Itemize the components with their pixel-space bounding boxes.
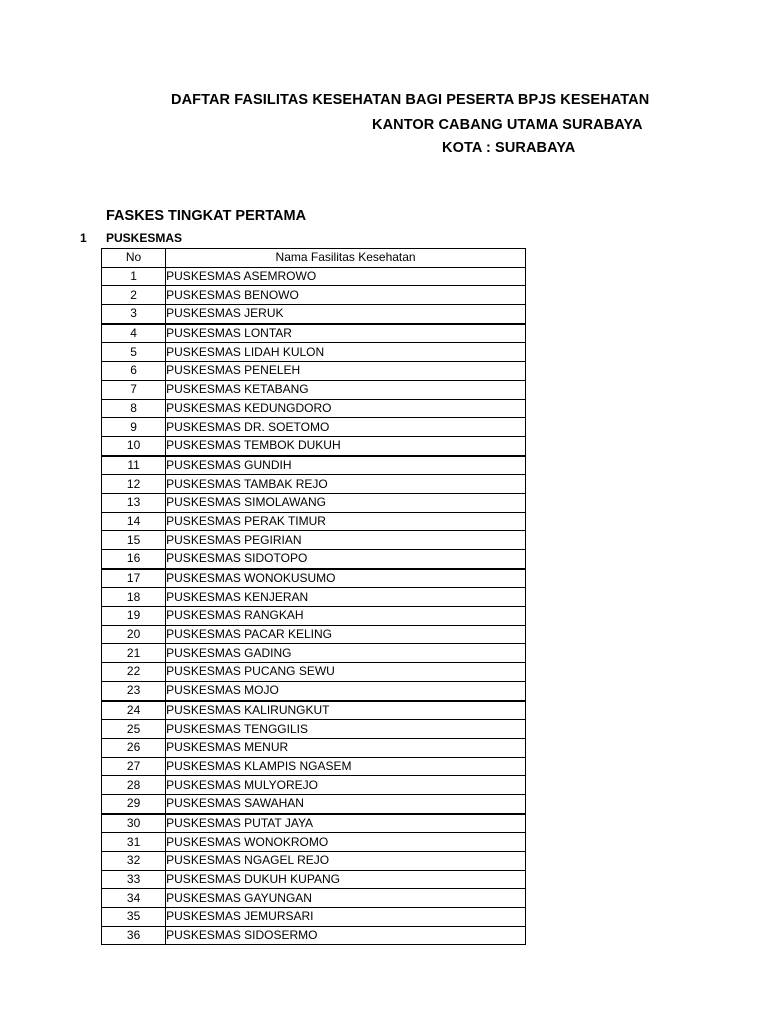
table-row xyxy=(102,720,526,739)
table-row xyxy=(102,324,526,343)
table-row xyxy=(102,305,526,324)
table-row xyxy=(102,814,526,833)
section-heading: FASKES TINGKAT PERTAMA xyxy=(106,208,307,224)
subsection-label: PUSKESMAS xyxy=(106,231,183,245)
row-number: 14 xyxy=(102,512,166,531)
table-row xyxy=(102,908,526,927)
facility-name: PUSKESMAS DUKUH KUPANG xyxy=(166,870,526,889)
table-row xyxy=(102,588,526,607)
row-number: 12 xyxy=(102,475,166,494)
table-row xyxy=(102,380,526,399)
table-row xyxy=(102,550,526,569)
facility-name: PUSKESMAS PEGIRIAN xyxy=(166,531,526,550)
row-number: 35 xyxy=(102,908,166,927)
row-number: 5 xyxy=(102,343,166,362)
row-number: 32 xyxy=(102,852,166,871)
table-row xyxy=(102,852,526,871)
row-number: 34 xyxy=(102,889,166,908)
row-number: 9 xyxy=(102,418,166,437)
facility-name: PUSKESMAS PENELEH xyxy=(166,362,526,381)
row-number: 15 xyxy=(102,531,166,550)
facility-name: PUSKESMAS ASEMROWO xyxy=(166,267,526,286)
facility-name: PUSKESMAS KETABANG xyxy=(166,380,526,399)
facility-name: PUSKESMAS GUNDIH xyxy=(166,456,526,475)
facility-name: PUSKESMAS NGAGEL REJO xyxy=(166,852,526,871)
row-number: 22 xyxy=(102,663,166,682)
facility-name: PUSKESMAS TAMBAK REJO xyxy=(166,475,526,494)
row-number: 7 xyxy=(102,380,166,399)
facility-name: PUSKESMAS TENGGILIS xyxy=(166,720,526,739)
row-number: 4 xyxy=(102,324,166,343)
facility-name: PUSKESMAS LIDAH KULON xyxy=(166,343,526,362)
row-number: 33 xyxy=(102,870,166,889)
facility-name: PUSKESMAS JERUK xyxy=(166,305,526,324)
table-row xyxy=(102,343,526,362)
row-number: 26 xyxy=(102,738,166,757)
row-number: 31 xyxy=(102,833,166,852)
table-row xyxy=(102,493,526,512)
row-number: 1 xyxy=(102,267,166,286)
table-row xyxy=(102,436,526,455)
table-row xyxy=(102,267,526,286)
row-number: 23 xyxy=(102,681,166,700)
column-header-name: Nama Fasilitas Kesehatan xyxy=(166,249,526,268)
facility-name: PUSKESMAS KENJERAN xyxy=(166,588,526,607)
row-number: 8 xyxy=(102,399,166,418)
facility-name: PUSKESMAS RANGKAH xyxy=(166,607,526,626)
facility-name: PUSKESMAS JEMURSARI xyxy=(166,908,526,927)
facility-name: PUSKESMAS MOJO xyxy=(166,681,526,700)
table-row xyxy=(102,681,526,700)
row-number: 19 xyxy=(102,607,166,626)
row-number: 30 xyxy=(102,814,166,833)
row-number: 10 xyxy=(102,436,166,455)
facility-name: PUSKESMAS KEDUNGDORO xyxy=(166,399,526,418)
table-row xyxy=(102,870,526,889)
table-row xyxy=(102,399,526,418)
row-number: 3 xyxy=(102,305,166,324)
table-row xyxy=(102,776,526,795)
facility-name: PUSKESMAS PUTAT JAYA xyxy=(166,814,526,833)
row-number: 25 xyxy=(102,720,166,739)
row-number: 21 xyxy=(102,644,166,663)
row-number: 6 xyxy=(102,362,166,381)
facility-name: PUSKESMAS SAWAHAN xyxy=(166,794,526,813)
row-number: 20 xyxy=(102,625,166,644)
row-number: 24 xyxy=(102,701,166,720)
table-row xyxy=(102,475,526,494)
facility-name: PUSKESMAS WONOKUSUMO xyxy=(166,569,526,588)
table-row xyxy=(102,889,526,908)
facility-name: PUSKESMAS GAYUNGAN xyxy=(166,889,526,908)
row-number: 13 xyxy=(102,493,166,512)
row-number: 28 xyxy=(102,776,166,795)
facility-name: PUSKESMAS SIDOSERMO xyxy=(166,926,526,945)
row-number: 17 xyxy=(102,569,166,588)
facility-name: PUSKESMAS DR. SOETOMO xyxy=(166,418,526,437)
table-row xyxy=(102,569,526,588)
facility-name: PUSKESMAS MULYOREJO xyxy=(166,776,526,795)
row-number: 16 xyxy=(102,550,166,569)
column-header-no: No xyxy=(102,249,166,268)
table-row xyxy=(102,738,526,757)
subsection-number: 1 xyxy=(80,231,87,245)
table-row xyxy=(102,757,526,776)
facility-name: PUSKESMAS KLAMPIS NGASEM xyxy=(166,757,526,776)
facility-name: PUSKESMAS GADING xyxy=(166,644,526,663)
table-row xyxy=(102,286,526,305)
table-row xyxy=(102,644,526,663)
table-row xyxy=(102,456,526,475)
table-row xyxy=(102,701,526,720)
facility-name: PUSKESMAS TEMBOK DUKUH xyxy=(166,436,526,455)
table-row xyxy=(102,531,526,550)
document-title: DAFTAR FASILITAS KESEHATAN BAGI PESERTA BPJS KESEHATAN xyxy=(171,92,650,108)
facility-name: PUSKESMAS LONTAR xyxy=(166,324,526,343)
table-header-row xyxy=(102,249,526,268)
facility-name: PUSKESMAS WONOKROMO xyxy=(166,833,526,852)
facility-name: PUSKESMAS SIDOTOPO xyxy=(166,550,526,569)
row-number: 18 xyxy=(102,588,166,607)
table-row xyxy=(102,926,526,945)
table-row xyxy=(102,663,526,682)
table-row xyxy=(102,833,526,852)
document-subtitle-office: KANTOR CABANG UTAMA SURABAYA xyxy=(372,117,643,133)
row-number: 27 xyxy=(102,757,166,776)
facility-name: PUSKESMAS SIMOLAWANG xyxy=(166,493,526,512)
row-number: 11 xyxy=(102,456,166,475)
row-number: 29 xyxy=(102,794,166,813)
facility-name: PUSKESMAS KALIRUNGKUT xyxy=(166,701,526,720)
table-row xyxy=(102,512,526,531)
facility-table xyxy=(101,248,526,945)
facility-name: PUSKESMAS PUCANG SEWU xyxy=(166,663,526,682)
facility-name: PUSKESMAS MENUR xyxy=(166,738,526,757)
row-number: 2 xyxy=(102,286,166,305)
table-row xyxy=(102,607,526,626)
facility-name: PUSKESMAS BENOWO xyxy=(166,286,526,305)
table-row xyxy=(102,362,526,381)
table-row xyxy=(102,418,526,437)
table-row xyxy=(102,625,526,644)
facility-name: PUSKESMAS PERAK TIMUR xyxy=(166,512,526,531)
facility-name: PUSKESMAS PACAR KELING xyxy=(166,625,526,644)
document-subtitle-city: KOTA : SURABAYA xyxy=(442,140,576,156)
table-row xyxy=(102,794,526,813)
row-number: 36 xyxy=(102,926,166,945)
